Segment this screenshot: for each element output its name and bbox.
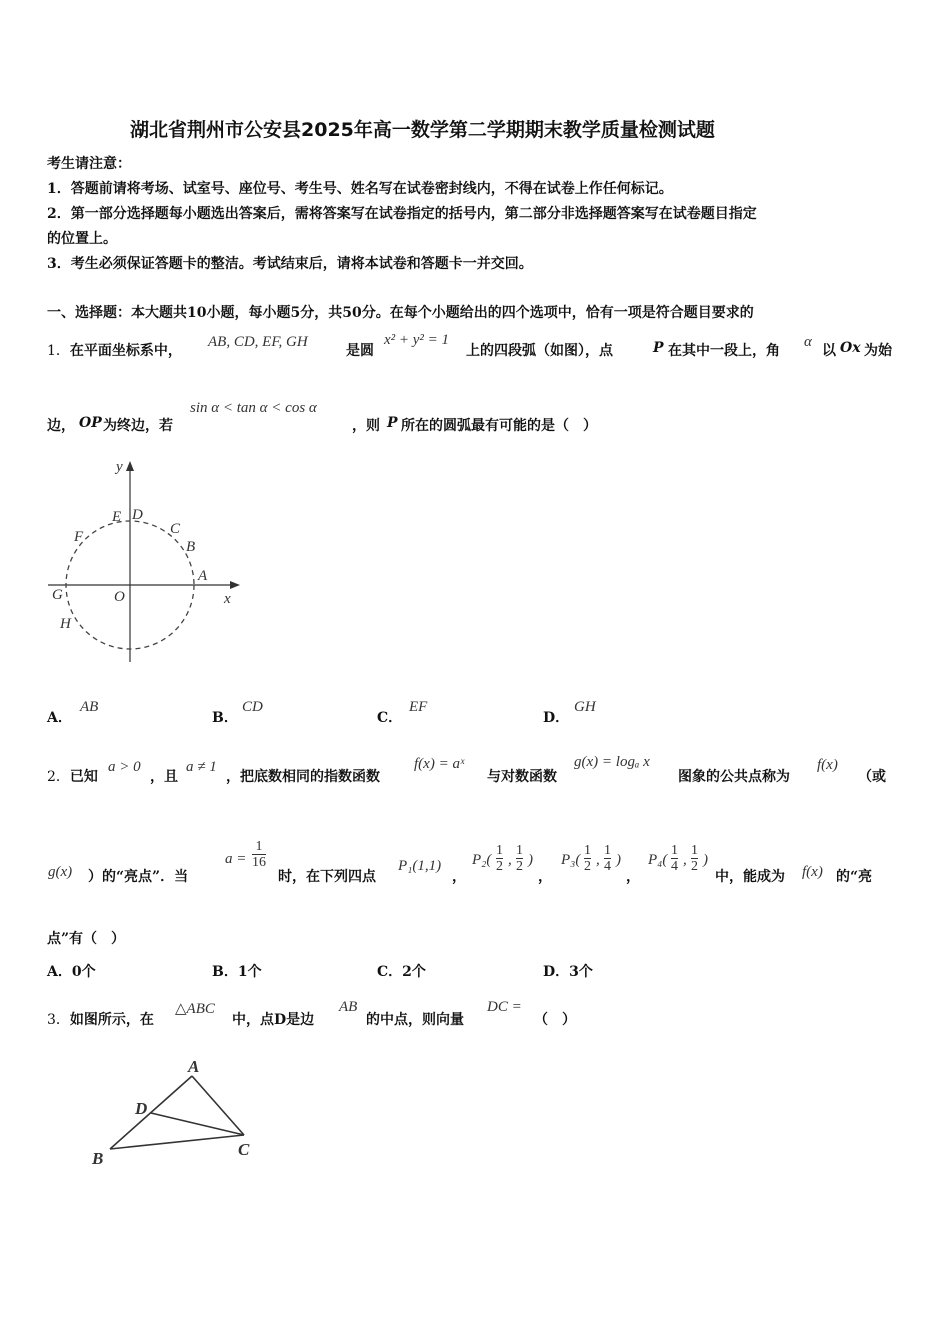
q2-text: ，把底数相同的指数函数 [226, 769, 380, 785]
label-b: B [186, 539, 196, 555]
option-c: EF [409, 699, 428, 715]
point-p4-close: ) [703, 852, 708, 868]
q2-text: 中，能成为 [715, 869, 785, 885]
unit-circle-figure [40, 455, 255, 670]
fx-symbol: f(x) [802, 864, 823, 880]
label-b: B [92, 1149, 104, 1168]
label-o: O [114, 589, 125, 605]
q3-text: 的中点，则向量 [366, 1012, 464, 1028]
q2-text: 点”有（ ） [47, 931, 126, 947]
label-c: C [170, 521, 181, 537]
arc-list: AB, CD, EF, GH [208, 334, 308, 350]
triangle-abc: △ABC [175, 1001, 215, 1017]
vector-dc: DC = [487, 999, 522, 1015]
option-d: D．3个 [543, 964, 593, 980]
label-a: A [188, 1057, 200, 1076]
q2-text: 的“亮 [836, 869, 873, 885]
a-positive: a > 0 [108, 759, 141, 775]
q3-text: 中，点D是边 [232, 1012, 315, 1028]
question-3: 3．如图所示，在 [47, 1012, 154, 1028]
q1-text: 以 [822, 343, 836, 359]
label-x: x [224, 591, 231, 607]
point-p4-coords: , [683, 852, 687, 868]
notice-item: 的位置上。 [47, 231, 117, 247]
option-label: A． [47, 710, 72, 726]
option-a: A．0个 [47, 964, 96, 980]
point-p2: P₂( [472, 852, 492, 868]
segment-dc [151, 1113, 244, 1135]
point-p1: P₁(1,1) [398, 858, 442, 874]
q2-text: 时，在下列四点 [278, 869, 376, 885]
fraction-half: $\frac{1}{2}$ [496, 843, 503, 874]
q1-text: 所在的圆弧最有可能的是（ ） [401, 418, 597, 434]
axis-ox: Ox [840, 340, 861, 356]
q1-text: 边， [47, 418, 75, 434]
a-equals: a = [225, 851, 247, 867]
question-2: 2．已知 [47, 769, 98, 785]
ray-op: OP [79, 415, 102, 431]
notice-item: 2．第一部分选择题每小题选出答案后，需将答案写在试卷指定的括号内，第二部分非选择题答案写在试卷题目指定 [47, 206, 757, 222]
alpha-symbol: α [804, 334, 812, 350]
section-heading: 一、选择题：本大题共10小题，每小题5分，共50分。在每个小题给出的四个选项中，恰有一项是符合题目要求的 [47, 305, 754, 321]
question-number: 2． [47, 769, 70, 785]
page-title: 湖北省荆州市公安县2025年高一数学第二学期期末教学质量检测试题 [130, 119, 715, 141]
option-b: B．1个 [212, 964, 262, 980]
label-d: D [132, 507, 143, 523]
notice-item: 3．考生必须保证答题卡的整洁。考试结束后，请将本试卷和答题卡一并交回。 [47, 256, 533, 272]
option-c: C．2个 [377, 964, 426, 980]
x-axis-arrow [230, 581, 240, 589]
option-b: CD [242, 699, 263, 715]
q2-text: ）的“亮点”．当 [88, 869, 189, 885]
label-h: H [60, 616, 71, 632]
exp-function: f(x) = aˣ [414, 756, 465, 772]
side-bc [110, 1135, 244, 1149]
q3-text: （ ） [534, 1012, 576, 1028]
fraction-quarter: $\frac{1}{4}$ [671, 843, 678, 874]
gx-symbol: g(x) [48, 864, 73, 880]
point-p: P [653, 340, 664, 356]
notice-item: 1．答题前请将考场、试室号、座位号、考生号、姓名写在试卷密封线内，不得在试卷上作任何标记。 [47, 181, 673, 197]
label-c: C [238, 1140, 250, 1159]
fraction-quarter: $\frac{1}{4}$ [604, 843, 611, 874]
q2-text: （或 [858, 769, 886, 785]
point-p2-close: ) [528, 852, 533, 868]
q2-text: ， [626, 869, 640, 885]
a-not-one: a ≠ 1 [186, 759, 217, 775]
point-p3: P₃( [561, 852, 581, 868]
label-a: A [198, 568, 208, 584]
q1-text: 为终边，若 [103, 418, 173, 434]
option-label: D． [543, 710, 570, 726]
q2-text: ，且 [150, 769, 178, 785]
label-f: F [74, 529, 84, 545]
q1-text: 上的四段弧（如图），点 [466, 343, 613, 359]
question-number: 1． [47, 343, 70, 359]
label-g: G [52, 587, 63, 603]
fraction-half: $\frac{1}{2}$ [584, 843, 591, 874]
point-p2-coords: , [508, 852, 512, 868]
triangle-figure [88, 1055, 268, 1170]
fraction-half: $\frac{1}{2}$ [516, 843, 523, 874]
q2-text: ， [452, 869, 466, 885]
segment-ab: AB [339, 999, 358, 1015]
fraction-1-16: $\frac{1}{16}$ [252, 839, 266, 870]
point-p4: P₄( [648, 852, 668, 868]
circle-equation: x² + y² = 1 [384, 332, 450, 348]
q1-text: 在其中一段上，角 [668, 343, 780, 359]
option-a: AB [80, 699, 99, 715]
q1-text: 是圆 [346, 343, 374, 359]
q2-text: ， [538, 869, 552, 885]
label-d: D [135, 1099, 148, 1118]
fx-symbol: f(x) [817, 757, 838, 773]
question-number: 3． [47, 1012, 70, 1028]
q2-text: 与对数函数 [487, 769, 557, 785]
q1-text: 为始 [864, 343, 892, 359]
point-p3-coords: , [596, 852, 600, 868]
q1-text: ，则 [352, 418, 380, 434]
option-d: GH [574, 699, 596, 715]
label-e: E [112, 509, 122, 525]
point-p3-close: ) [616, 852, 621, 868]
side-ac [192, 1076, 244, 1135]
option-label: C． [377, 710, 403, 726]
label-y: y [116, 459, 123, 475]
fraction-half: $\frac{1}{2}$ [691, 843, 698, 874]
q2-text: 图象的公共点称为 [678, 769, 790, 785]
point-p: P [387, 415, 398, 431]
log-function: g(x) = logₐ x [574, 754, 650, 770]
y-axis-arrow [126, 461, 134, 471]
question-1: 1．在平面坐标系中， [47, 343, 182, 359]
side-ab [110, 1076, 192, 1149]
notice-heading: 考生请注意： [47, 156, 131, 172]
inequality: sin α < tan α < cos α [190, 400, 317, 416]
option-label: B． [212, 710, 238, 726]
